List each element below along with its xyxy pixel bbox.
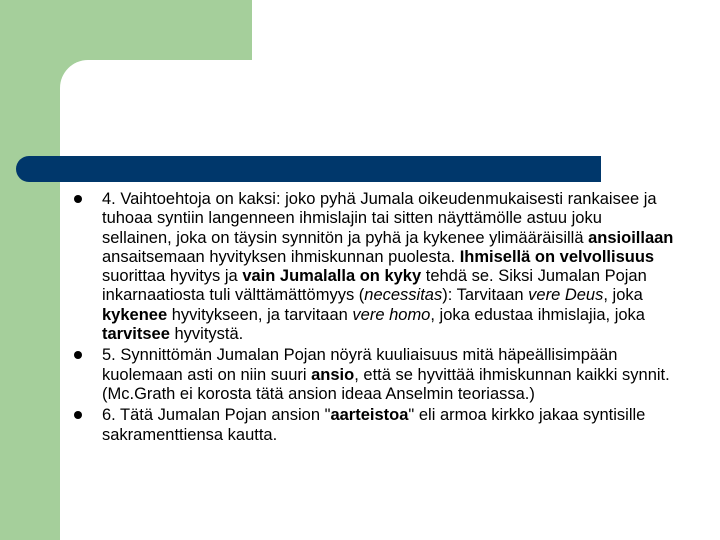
bullet-dot-icon (74, 351, 82, 359)
bullet-text-run: , joka edustaa ihmislajia, joka (430, 305, 645, 324)
bullet-text-run: ansio (311, 365, 355, 384)
bullet-text-run: vere Deus (528, 286, 604, 305)
bullet-text-run: , että se hyvittää ihmiskunnan kaikki synnit. (Mc.Grath ei korosta tätä ansion ideaa Anselmin teoriassa.) (102, 365, 670, 403)
bullet-item (74, 406, 674, 445)
bullet-text-run: 4. Vaihtoehtoja on kaksi: joko pyhä Jumala oikeudenmukaisesti rankaisee ja tuhoaa syntiin langenneen ihmislajin tai sitten näyttämölle astuu joku sellainen, joka on täysin synnitön ja pyhä ja kykenee ylimääräisillä (102, 190, 657, 247)
bullet-dot-icon (74, 411, 82, 419)
bullet-text-run: vere homo (352, 305, 431, 324)
bullet-text-run: hyvitystä. (169, 325, 244, 344)
bullet-item (74, 346, 674, 404)
bullet-text-run: ): Tarvitaan (442, 286, 529, 305)
bullet-text-run: 5. Synnittömän Jumalan Pojan nöyrä kuuliaisuus mitä häpeällisimpään kuolemaan asti on niin suuri (102, 346, 618, 384)
bullet-text-run: suorittaa hyvitys ja (102, 267, 243, 286)
bullet-text-run: tehdä se. Siksi Jumalan Pojan inkarnaatiosta tuli välttämättömyys ( (102, 267, 647, 305)
bullet-text-run: aarteistoa (330, 406, 409, 425)
bullet-text-run: ansioillaan (588, 228, 674, 247)
bullet-dot-icon (74, 195, 82, 203)
bullet-text-run: Ihmisellä on velvollisuus (459, 247, 655, 266)
bullet-list (74, 190, 674, 447)
bullet-text-run: kykenee (102, 305, 168, 324)
bullet-text-run: 6. Tätä Jumalan Pojan ansion " (102, 406, 331, 425)
bullet-text-run: vain Jumalalla on kyky (242, 267, 422, 286)
bullet-text-run: " eli armoa kirkko jakaa syntisille sakramenttiensa kautta. (102, 406, 646, 444)
bullet-text-run: ansaitsemaan hyvityksen ihmiskunnan puolesta. (102, 247, 460, 266)
bullet-text-run: tarvitsee (102, 325, 170, 344)
bullet-text-run: hyvitykseen, ja tarvitaan (167, 305, 353, 324)
bullet-item (74, 190, 674, 344)
bullet-text-run: necessitas (364, 286, 443, 305)
title-bar (16, 156, 601, 182)
bullet-text-run: , joka (603, 286, 643, 305)
